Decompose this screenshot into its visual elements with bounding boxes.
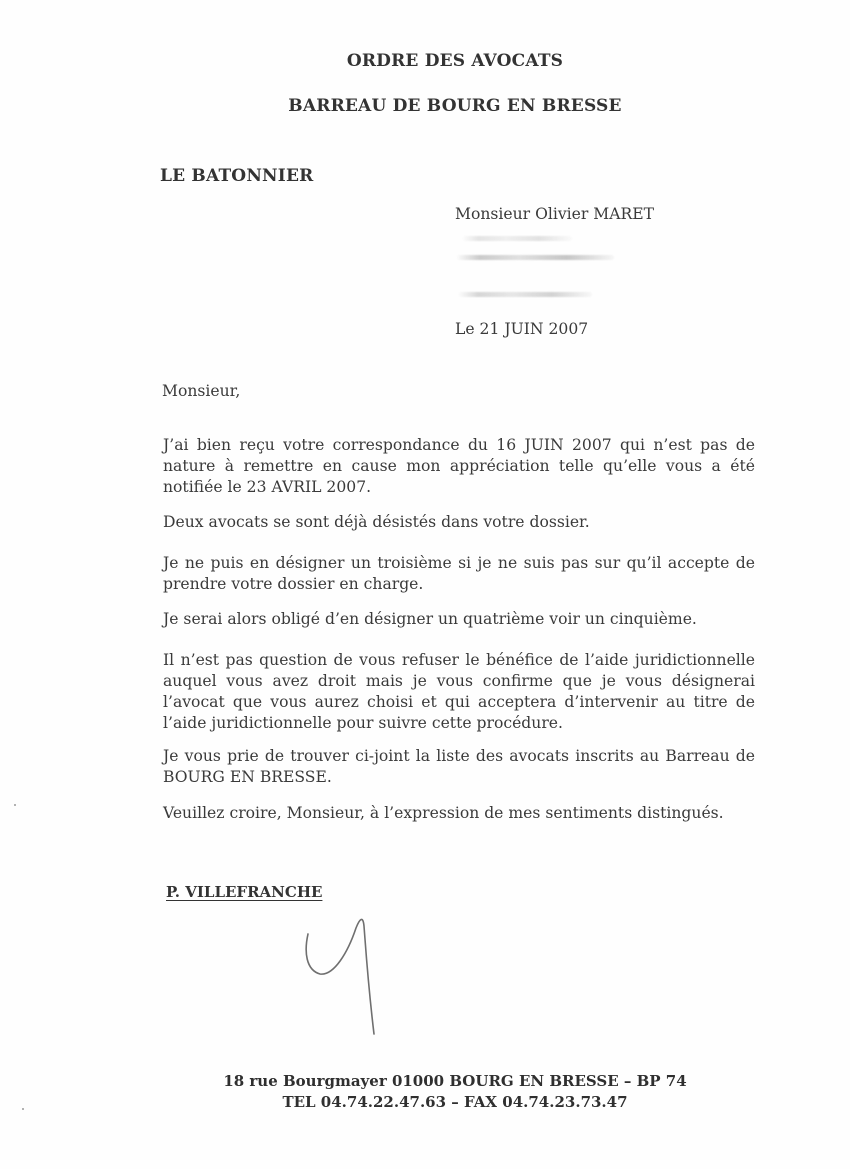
body-paragraph: Je ne puis en désigner un troisième si je ne suis pas sur qu’il accepte de prendre votre dossier en charge. bbox=[163, 554, 755, 593]
letterhead-bar: BARREAU DE BOURG EN BRESSE bbox=[288, 96, 622, 116]
redaction-mark bbox=[456, 255, 614, 260]
footer-contact: TEL 04.74.22.47.63 – FAX 04.74.23.73.47 bbox=[282, 1093, 628, 1111]
sender-title: LE BATONNIER bbox=[160, 166, 314, 186]
signatory-name: P. VILLEFRANCHE bbox=[166, 883, 323, 901]
body-paragraph: Il n’est pas question de vous refuser le bénéfice de l’aide juridictionnelle auquel vous avez droit mais je vous confirme que je vous désignerai l’avocat que vous aurez choisi et qui acceptera d’intervenir au titre de l’aide juridictionnelle pour suivre cette procédure. bbox=[163, 651, 755, 732]
body-paragraph: Je serai alors obligé d’en désigner un quatrième voir un cinquième. bbox=[163, 610, 697, 628]
body-paragraph: J’ai bien reçu votre correspondance du 16 JUIN 2007 qui n’est pas de nature à remettre en cause mon appréciation telle qu’elle vous a été notifiée le 23 AVRIL 2007. bbox=[163, 436, 755, 496]
salutation: Monsieur, bbox=[162, 382, 241, 400]
body-paragraph: Deux avocats se sont déjà désistés dans votre dossier. bbox=[163, 513, 590, 531]
handwritten-signature bbox=[290, 912, 400, 1042]
redaction-mark bbox=[462, 236, 572, 241]
scan-speck bbox=[22, 1108, 24, 1110]
redaction-mark bbox=[458, 292, 592, 297]
body-paragraph: Je vous prie de trouver ci-joint la liste des avocats inscrits au Barreau de BOURG EN BRESSE. bbox=[163, 747, 755, 786]
letterhead-order: ORDRE DES AVOCATS bbox=[346, 51, 564, 71]
scan-speck bbox=[14, 804, 16, 806]
footer-address: 18 rue Bourgmayer 01000 BOURG EN BRESSE – BP 74 bbox=[223, 1072, 687, 1090]
closing-paragraph: Veuillez croire, Monsieur, à l’expression de mes sentiments distingués. bbox=[163, 804, 724, 822]
letter-date: Le 21 JUIN 2007 bbox=[455, 320, 589, 338]
recipient-name: Monsieur Olivier MARET bbox=[455, 205, 655, 223]
